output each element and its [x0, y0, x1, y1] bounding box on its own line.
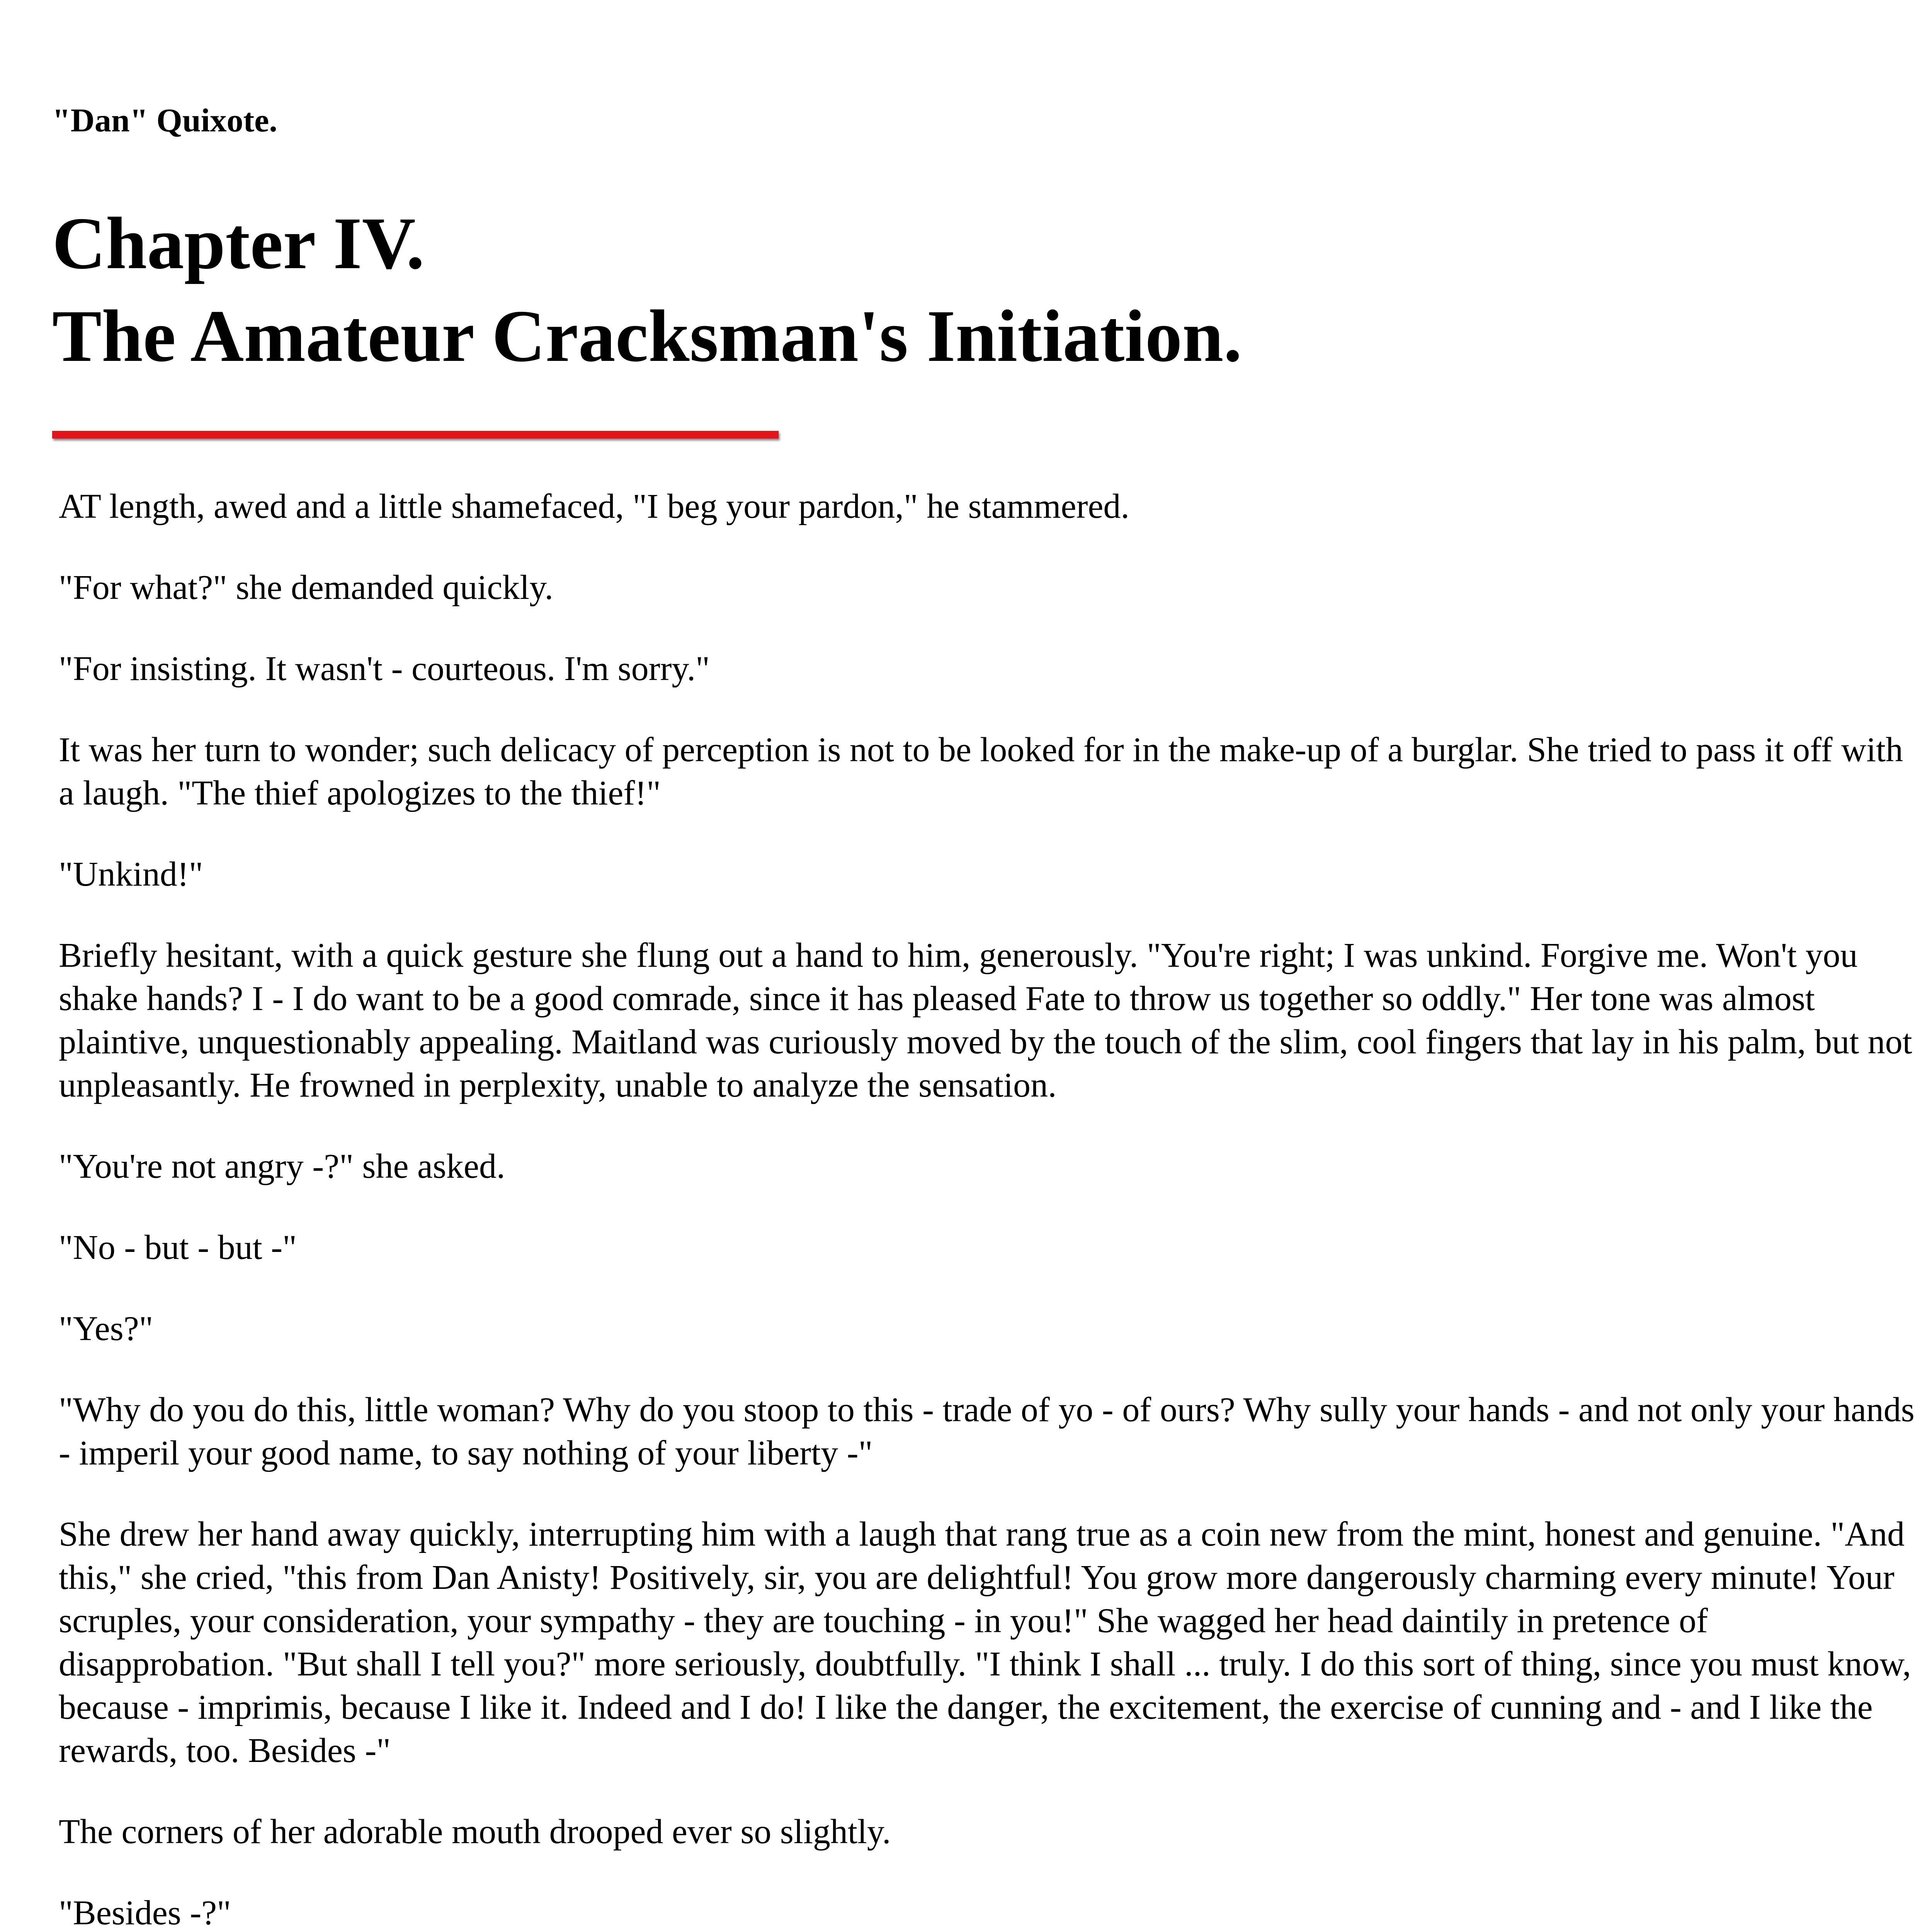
chapter-title-rule — [52, 431, 779, 439]
paragraph: "For insisting. It wasn't - courteous. I'm sorry." — [59, 650, 710, 688]
chapter-number: Chapter IV. — [52, 202, 425, 284]
paragraph: She drew her hand away quickly, interrupting him with a laugh that rang true as a coin new from the mint, honest and genuine. "And this," she cried, "this from Dan Anisty! Positively, sir, you are delightful! You grow more dangerously charming every minute! Your scruples, your consideration, your sympathy - they are touching - in you!" She wagged her head daintily in pretence of disapprobation. "But shall I tell you?" more seriously, doubtfully. "I think I shall ... truly. I do this sort of thing, since you must know, because - imprimis, because I like it. Indeed and I do! I like the danger, the excitement, the exercise of cunning and - and I like the rewards, too. Besides -" — [59, 1515, 1911, 1770]
paragraph: "For what?" she demanded quickly. — [59, 568, 553, 607]
running-title: "Dan" Quixote. — [52, 102, 277, 139]
paragraph: The corners of her adorable mouth drooped ever so slightly. — [59, 1813, 891, 1851]
paragraph: AT length, awed and a little shamefaced, "I beg your pardon," he stammered. — [59, 487, 1129, 526]
paragraph: "No - but - but -" — [59, 1228, 297, 1267]
paragraph: "Why do you do this, little woman? Why do you stoop to this - trade of yo - of ours? Why sully your hands - and not only your hands - imperil your good name, to say nothing of your liberty -" — [59, 1391, 1915, 1472]
paragraph: "Unkind!" — [59, 855, 203, 893]
paragraph: It was her turn to wonder; such delicacy of perception is not to be looked for in the make-up of a burglar. She tried to pass it off with a laugh. "The thief apologizes to the thief!" — [59, 731, 1903, 812]
chapter-body — [59, 485, 1925, 1932]
chapter-heading — [52, 197, 1242, 383]
paragraph: "You're not angry -?" she asked. — [59, 1147, 505, 1185]
paragraph: "Besides -?" — [59, 1894, 231, 1932]
chapter-title: The Amateur Cracksman's Initiation. — [52, 295, 1242, 377]
paragraph: Briefly hesitant, with a quick gesture she flung out a hand to him, generously. "You're right; I was unkind. Forgive me. Won't you shake hands? I - I do want to be a good comrade, since it has pleased Fate to throw us together so oddly." Her tone was almost plaintive, unquestionably appealing. Maitland was curiously moved by the touch of the slim, cool fingers that lay in his palm, but not unpleasantly. He frowned in perplexity, unable to analyze the sensation. — [59, 936, 1912, 1104]
paragraph: "Yes?" — [59, 1310, 153, 1348]
